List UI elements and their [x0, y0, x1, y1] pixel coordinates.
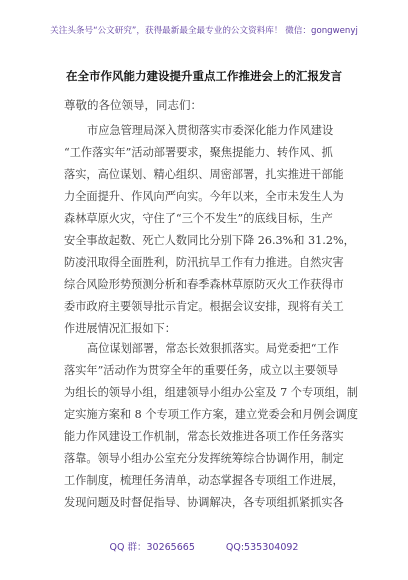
qq-text: QQ:535304092 [225, 542, 299, 553]
text-line: 定实施方案和 8 个专项工作方案，建立党委会和月例会调度 [64, 408, 358, 421]
paragraph-2 [64, 338, 364, 514]
qq-group-text: QQ 群：30265665 [109, 542, 195, 553]
text-line: 为组长的领导小组，组建领导小组办公室及 7 个专项组，制 [64, 386, 358, 399]
text-line: 安全事故起数、死亡人数同比分别下降 26.3%和 31.2%， [64, 234, 355, 247]
text-line: 作进展情况汇报如下： [64, 322, 176, 335]
document-title: 在全市作风能力建设提升重点工作推进会上的汇报发言 [66, 69, 342, 83]
text-line: 防凌汛取得全面胜利，防汛抗旱工作有力推进。自然灾害 [64, 256, 344, 269]
text-line: 高位谋划部署，常态长效狠抓落实。局党委把“工作 [87, 342, 339, 355]
paragraph-1 [64, 120, 364, 340]
text-line: 工作制度，梳理任务清单，动态掌握各专项组工作进展， [64, 474, 344, 487]
text-line: 森林草原火灾，守住了“三个不发生”的底线目标，生产 [64, 212, 333, 225]
salutation: 尊敬的各位领导，同志们： [64, 98, 202, 112]
text-line: 落实，高位谋划、精心组织、周密部署，扎实推进干部能 [64, 168, 344, 181]
text-line: 委市政府主要领导批示肯定。根据会议安排，现将有关工 [64, 300, 344, 313]
text-line: 综合风险形势预测分析和春季森林草原防灭火工作获得市 [64, 278, 344, 291]
text-line: 落实年”活动作为贯穿全年的重要任务，成立以主要领导 [64, 364, 339, 377]
text-line: 发现问题及时督促指导、协调解决，各专项组抓紧抓实各 [64, 496, 344, 509]
text-line: 市应急管理局深入贯彻落实市委深化能力作风建设 [87, 124, 334, 137]
text-line: 力全面提升、作风向严向实。今年以来，全市未发生人为 [64, 190, 344, 203]
text-line: “工作落实年”活动部署要求，聚焦提能力、转作风、抓 [64, 146, 333, 159]
text-line: 落靠。领导小组办公室充分发挥统筹综合协调作用，制定 [64, 452, 344, 465]
footer [0, 539, 408, 553]
header-banner: 关注头条号“公文研究”，获得最新最全最专业的公文资料库！ 微信：gongwenyj [50, 26, 358, 36]
text-line: 能力作风建设工作机制，常态长效推进各项工作任务落实 [64, 430, 344, 443]
